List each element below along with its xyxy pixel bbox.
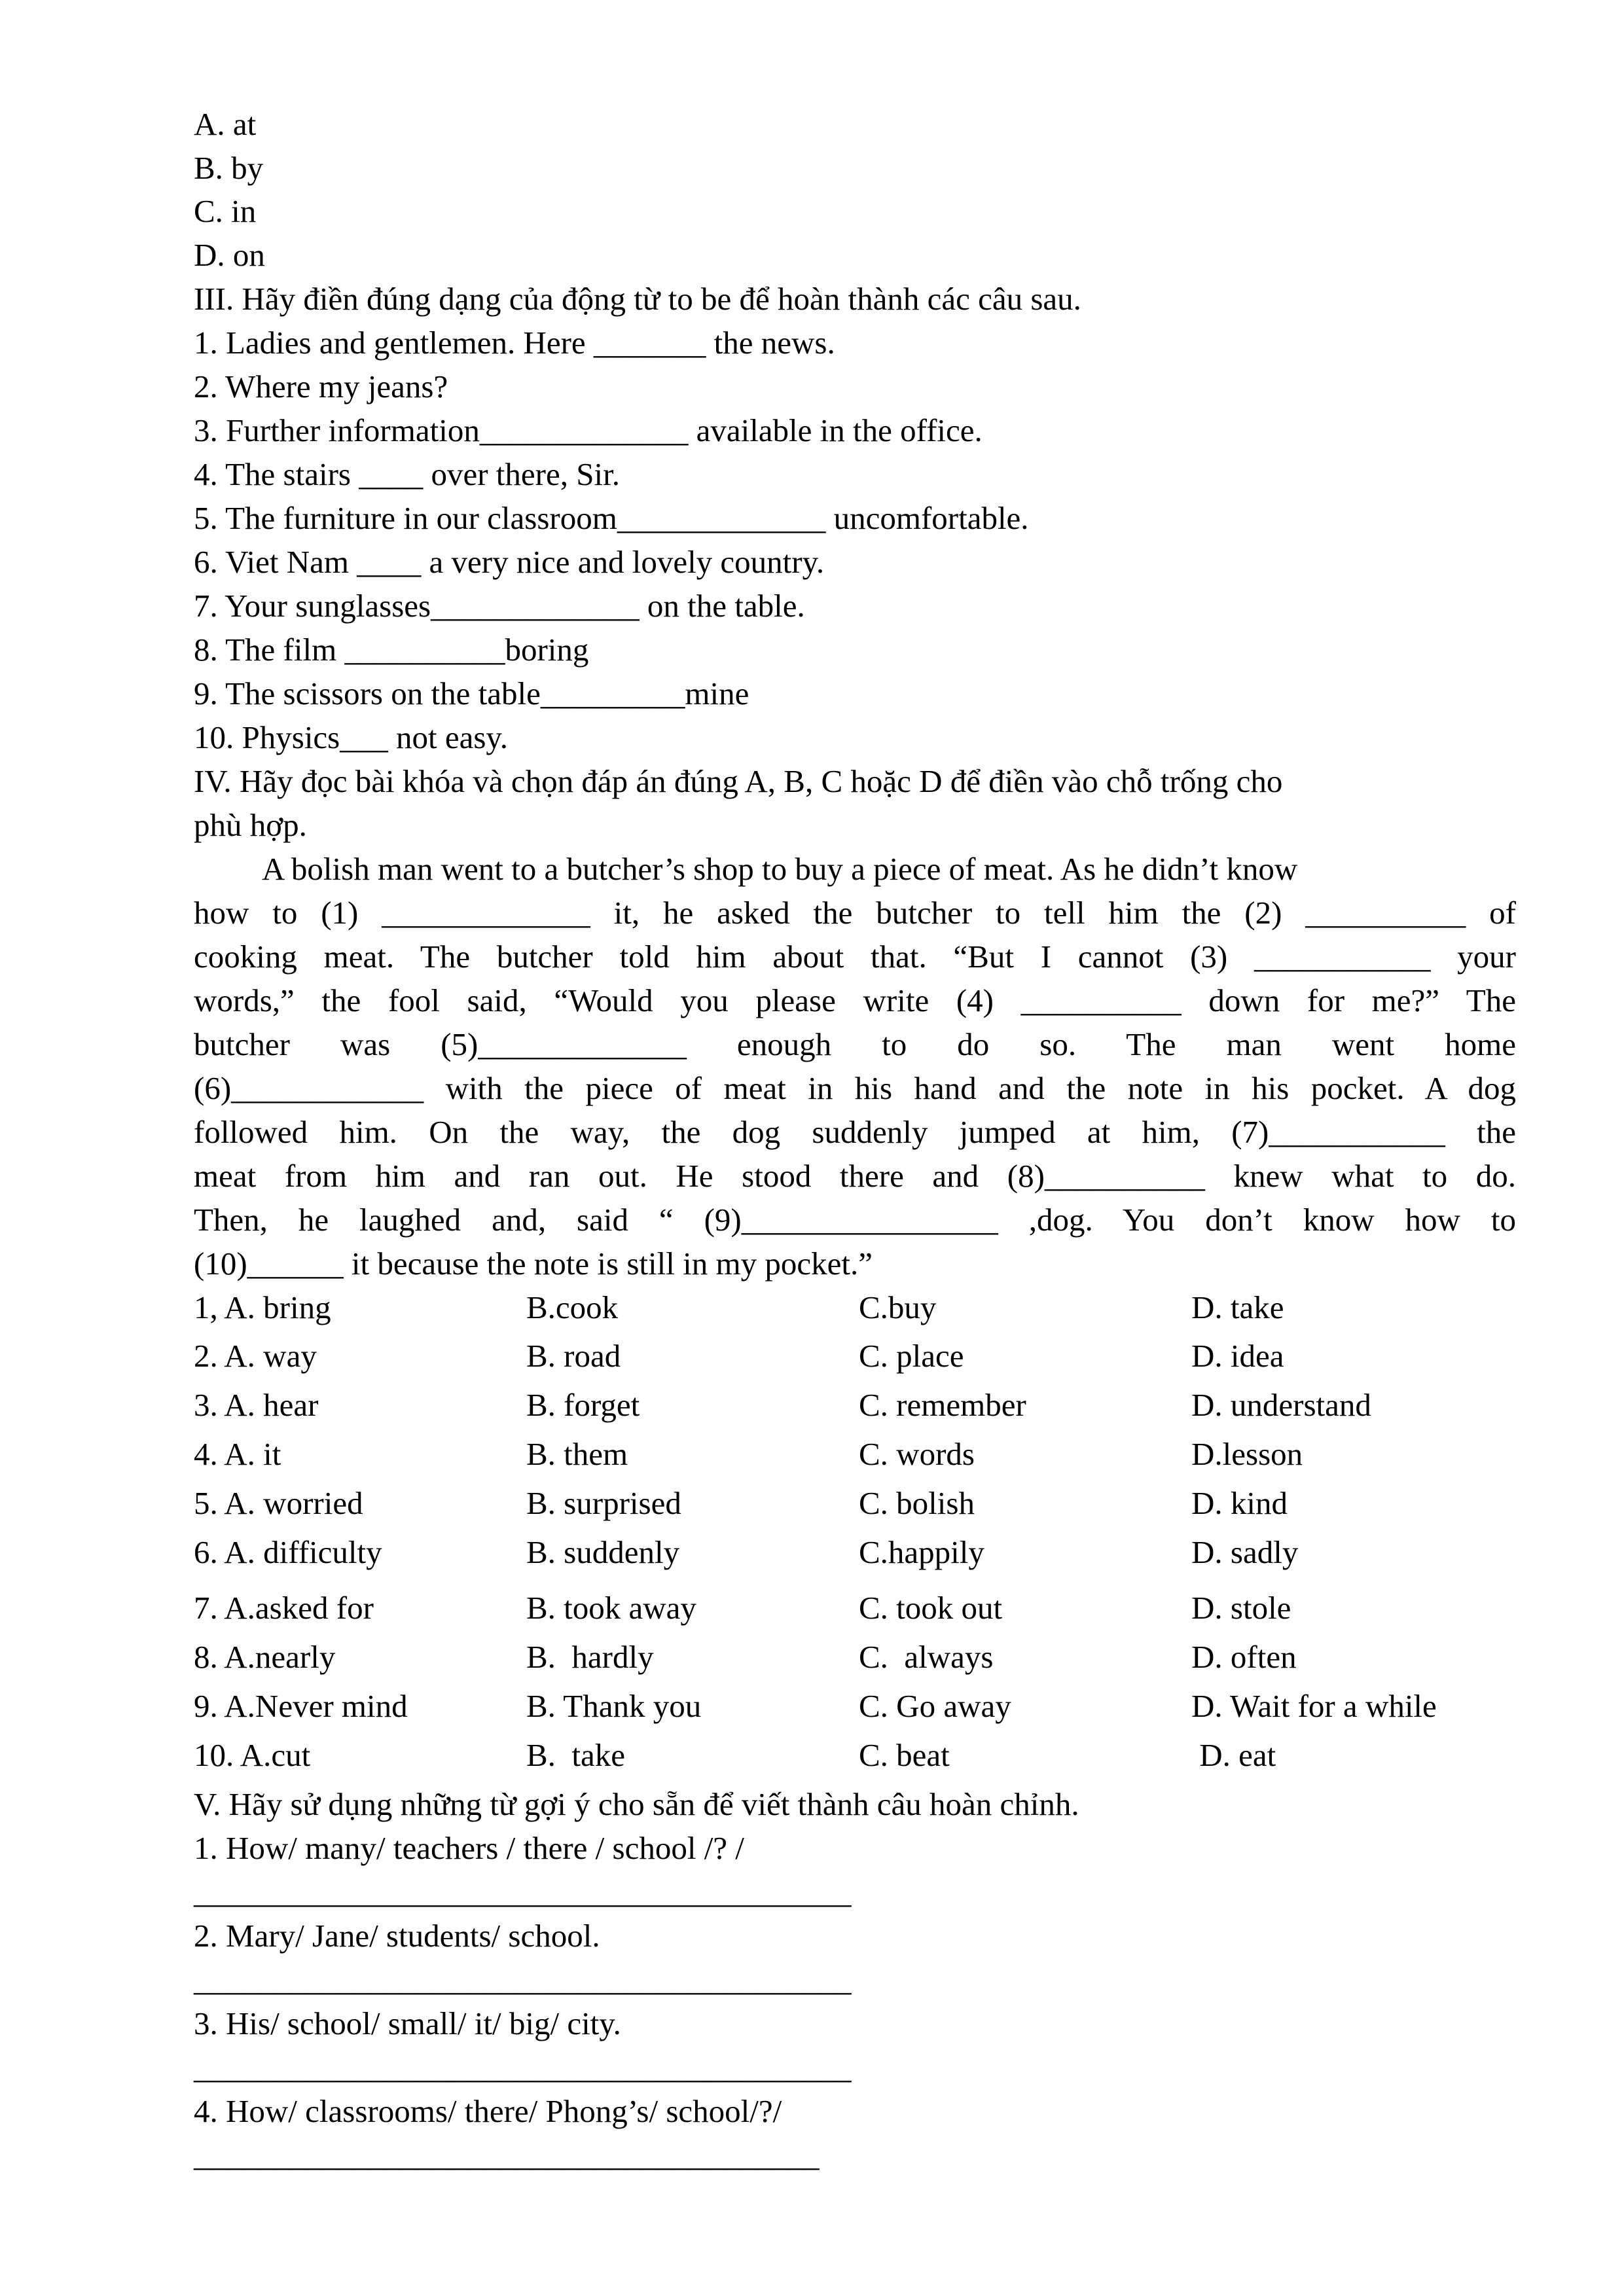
choice-a: 5. A. worried — [194, 1485, 363, 1521]
exercise-item: 9. The scissors on the table_________mine — [194, 675, 749, 711]
choice-a: 3. A. hear — [194, 1387, 319, 1423]
choice-d: D. stole — [1191, 1590, 1291, 1626]
section-3-heading: III. Hãy điền đúng dạng của động từ to be để hoàn thành các câu sau. — [194, 281, 1081, 317]
choice-c: C. bolish — [859, 1485, 975, 1521]
exercise-item: 8. The film __________boring — [194, 632, 589, 668]
passage-line: meat from him and ran out. He stood there and (8)__________ knew what to do. — [194, 1158, 1516, 1194]
exercise-item: 3. Further information_____________ available in the office. — [194, 412, 983, 448]
choice-b: B. them — [526, 1436, 628, 1472]
choice-c: C.buy — [859, 1289, 937, 1325]
choice-b: B. hardly — [526, 1639, 654, 1675]
choice-d: D. eat — [1191, 1737, 1276, 1773]
sentence-prompt: 1. How/ many/ teachers / there / school /? / — [194, 1830, 744, 1866]
choice-c: C. beat — [859, 1737, 950, 1773]
section-4-heading: IV. Hãy đọc bài khóa và chọn đáp án đúng A, B, C hoặc D để điền vào chỗ trống cho — [194, 763, 1283, 799]
passage-line: (6)____________ with the piece of meat in his hand and the note in his pocket. A dog — [194, 1070, 1516, 1106]
passage-line: Then, he laughed and, said “ (9)________________ ,dog. You don’t know how to — [194, 1202, 1516, 1238]
choice-b: B. road — [526, 1338, 621, 1374]
choice-b: B. forget — [526, 1387, 640, 1423]
choice-a: 1, A. bring — [194, 1289, 331, 1325]
choice-a: 8. A.nearly — [194, 1639, 336, 1675]
exercise-item: 7. Your sunglasses_____________ on the table. — [194, 588, 805, 624]
sentence-prompt: 3. His/ school/ small/ it/ big/ city. — [194, 2005, 621, 2041]
passage-line: words,” the fool said, “Would you please write (4) __________ down for me?” The — [194, 982, 1516, 1018]
choice-b: B. surprised — [526, 1485, 681, 1521]
choice-a: 10. A.cut — [194, 1737, 311, 1773]
choice-b: B. took away — [526, 1590, 696, 1626]
choice-d: D. Wait for a while — [1191, 1688, 1437, 1724]
choice-a: 2. A. way — [194, 1338, 317, 1374]
choice-c: C. Go away — [859, 1688, 1011, 1724]
choice-a: 4. A. it — [194, 1436, 281, 1472]
passage-line: cooking meat. The butcher told him about that. “But I cannot (3) ___________ your — [194, 939, 1516, 975]
choice-a: 9. A.Never mind — [194, 1688, 408, 1724]
exercise-item: 10. Physics___ not easy. — [194, 719, 508, 755]
passage-line: A bolish man went to a butcher’s shop to buy a piece of meat. As he didn’t know — [262, 851, 1298, 887]
answer-line[interactable]: _______________________________________ — [194, 2137, 820, 2173]
choice-d: D. kind — [1191, 1485, 1288, 1521]
choice-b: B. take — [526, 1737, 626, 1773]
exercise-item: 6. Viet Nam ____ a very nice and lovely country. — [194, 544, 825, 580]
choice-d: D. understand — [1191, 1387, 1371, 1423]
choice-b: B. suddenly — [526, 1534, 680, 1570]
exercise-item: 2. Where my jeans? — [194, 368, 448, 404]
option-a: A. at — [194, 106, 257, 142]
choice-d: D.lesson — [1191, 1436, 1303, 1472]
choice-c: C. remember — [859, 1387, 1026, 1423]
passage-line: how to (1) _____________ it, he asked the butcher to tell him the (2) __________ of — [194, 895, 1516, 931]
option-b: B. by — [194, 150, 264, 186]
choice-b: B. Thank you — [526, 1688, 702, 1724]
choice-d: D. often — [1191, 1639, 1297, 1675]
choice-c: C. place — [859, 1338, 964, 1374]
choice-d: D. sadly — [1191, 1534, 1299, 1570]
choice-a: 6. A. difficulty — [194, 1534, 382, 1570]
choice-c: C. took out — [859, 1590, 1003, 1626]
choice-c: C.happily — [859, 1534, 984, 1570]
passage-line: butcher was (5)_____________ enough to do so. The man went home — [194, 1026, 1516, 1062]
passage-line: followed him. On the way, the dog suddenly jumped at him, (7)___________ the — [194, 1114, 1516, 1150]
passage-line: (10)______ it because the note is still in my pocket.” — [194, 1246, 873, 1282]
choice-b: B.cook — [526, 1289, 619, 1325]
choice-a: 7. A.asked for — [194, 1590, 374, 1626]
choice-d: D. idea — [1191, 1338, 1284, 1374]
exercise-item: 5. The furniture in our classroom_____________ uncomfortable. — [194, 500, 1029, 536]
choice-d: D. take — [1191, 1289, 1284, 1325]
section-5-heading: V. Hãy sử dụng những từ gợi ý cho sẵn để viết thành câu hoàn chỉnh. — [194, 1786, 1079, 1822]
exercise-item: 1. Ladies and gentlemen. Here _______ the news. — [194, 325, 835, 361]
choice-c: C. always — [859, 1639, 994, 1675]
exercise-item: 4. The stairs ____ over there, Sir. — [194, 456, 620, 492]
answer-line[interactable]: _________________________________________ — [194, 1962, 852, 1998]
sentence-prompt: 2. Mary/ Jane/ students/ school. — [194, 1918, 600, 1954]
option-c: C. in — [194, 193, 257, 229]
choice-c: C. words — [859, 1436, 975, 1472]
section-4-heading-cont: phù hợp. — [194, 807, 307, 843]
answer-line[interactable]: _________________________________________ — [194, 1874, 852, 1910]
answer-line[interactable]: _________________________________________ — [194, 2049, 852, 2085]
sentence-prompt: 4. How/ classrooms/ there/ Phong’s/ school/?/ — [194, 2093, 782, 2129]
option-d: D. on — [194, 237, 265, 273]
